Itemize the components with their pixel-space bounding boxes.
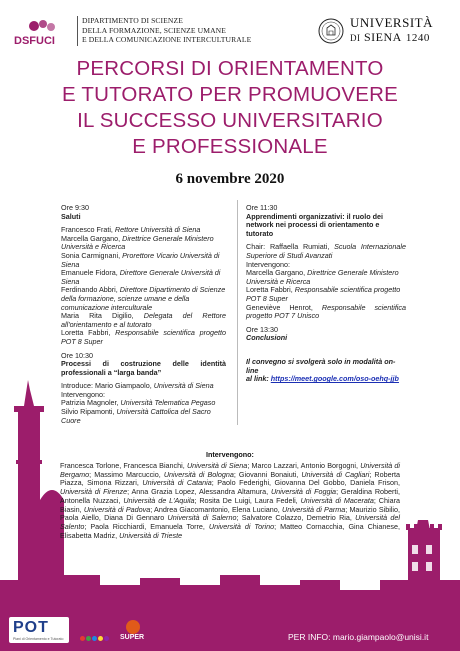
speaker-affiliation: Università di Salerno [167,513,237,523]
speaker-entry: Ferdinando Abbri, Direttore Dipartimento di Scienze della formazione, scienze umane e della comunicazione interculturale [61,285,226,312]
dsfuci-logo [12,17,76,47]
session-time: Ore 11:30 [246,203,278,212]
chair-entry: Chair: Raffaella Rumiati, Scuola Internazionale Superiore di Studi Avanzati [246,242,406,260]
speaker-names: ; Massimo Marcuccio, [89,469,164,479]
speaker-names: ; Geraldina Roberti, Antonella Nuzzaci, [60,487,400,505]
speaker-names: ; Andrea Giacomantonio, Elena Luciano, [150,504,283,514]
speaker-entry: Patrizia Magnoler, Università Telematica Pegaso [61,398,216,408]
header-divider [77,16,78,46]
speaker-affiliation: Università di Foggia [270,487,337,497]
speakers-label: Intervengono: [61,389,105,399]
department-line: DELLA FORMAZIONE, SCIENZE UMANE [82,25,226,35]
moderator-entry: Introduce: Mario Giampaolo, Università di Siena [61,381,214,391]
speaker-entry: Maria Rita Digilio, Delegata del Rettore all'orientamento e al tutorato [61,311,226,329]
event-date: 6 novembre 2020 [175,171,285,187]
speaker-affiliation: Università di Cagliari [301,469,370,479]
university-city: SIENA [364,30,402,44]
department-line: DIPARTIMENTO DI SCIENZE [82,16,183,25]
speaker-names: Francesca Torlone, Francesca Bianchi, [60,461,187,470]
title-line: IL SUCCESSO UNIVERSITARIO [77,109,383,132]
speakers-list [60,462,400,540]
title-line: E PROFESSIONALE [132,135,328,158]
speaker-names: ; Matteo Cornacchia, Gina Chianese, Elisabetta Madriz, [60,521,400,540]
speaker-entry: Marcella Gargano, Direttrice Generale Ministero Università e Ricerca [246,268,399,286]
speaker-affiliation: Università di Bologna [163,469,234,479]
meeting-link-label: al link: [246,374,271,384]
speaker-entry: Emanuele Fidora, Direttore Generale Università di Siena [61,268,221,286]
speaker-names: ; Anna Grazia Lopez, Alessandra Altamura, [127,487,271,497]
university-name [350,15,433,46]
speaker-affiliation: Università di Parma [282,504,346,514]
pot-logo: POT [13,619,49,636]
super-logo-icon [126,620,140,634]
speaker-names: ; Paola Ricchiardi, Emanuela Torre, [84,521,209,531]
speaker-affiliation: Università de L'Aquila [123,495,195,505]
speaker-affiliation: Università di Macerata [300,495,374,505]
speaker-entry: Sonia Carmignani, Prorettore Vicario Università di Siena [61,250,220,269]
session-title: Saluti [61,211,81,221]
speaker-affiliation: Università di Firenze [60,487,128,497]
speaker-names: ; Maurizio Sibilio, Paola Aiello, Diana Di Gennaro [60,504,401,523]
university-seal-icon [318,18,344,44]
online-note: Il convegno si svolgerà solo in modalità on-line [246,356,396,375]
department-name [82,16,251,45]
super-logo-text: SUPER [120,634,145,641]
university-line1: UNIVERSITÀ [350,15,433,30]
session-time: Ore 10:30 [61,350,93,360]
speaker-affiliation: Università di Trieste [119,530,183,540]
speaker-entry: Loretta Fabbri, Responsabile scientifica progetto POT 8 Super [246,285,401,303]
speakers-label: Intervengono: [246,259,290,269]
session-title: Conclusioni [246,333,288,343]
event-title [0,56,460,160]
speaker-names: ; Roberta Piazza, Simona Rizzari, [60,469,400,488]
speaker-names: ; Chiara Biasin, [60,495,400,514]
speaker-affiliation: Università di Bergamo [60,461,400,479]
speaker-entry: Loretta Fabbri, Responsabile scientifica progetto POT 8 Super [61,328,226,346]
speaker-names: ; Giovanni Bonaiuti, [233,469,302,479]
speaker-entry: Silvio Ripamonti, Università Cattolica del Sacro Cuore [61,407,211,425]
colored-dots-logo [80,628,110,646]
speaker-names: ; Salvatore Colazzo, Demetrio Ria, [236,513,356,523]
university-year: 1240 [405,32,430,44]
speaker-entry: Geneviève Henrot, Responsabile scientifica progetto POT 7 Unisco [246,302,406,321]
contact-info: PER INFO: mario.giampaolo@unisi.it [288,632,429,642]
university-prefix: DI [350,33,361,43]
session-title: Processi di costruzione delle identità professionali a “larga banda” [61,359,226,377]
session-title: Apprendimenti organizzativi: il ruolo dei network nei processi di orientamento e tutorato [246,211,383,238]
session-time: Ore 13:30 [246,324,278,334]
speaker-entry: Francesco Frati, Rettore Università di Siena [61,225,201,235]
meeting-link[interactable]: https://meet.google.com/oso-oehq-jjb [270,374,399,384]
program-right-column [246,204,406,384]
session-time: Ore 9:30 [61,203,89,212]
pot-logo-subtitle: Piani di Orientamento e Tutorato [13,637,64,641]
speaker-affiliation: Università del Salento [60,513,400,531]
speaker-names: ; Paolo Federighi, Giovanna Del Gobbo, Daniela Frison, [211,478,400,488]
title-line: PERCORSI DI ORIENTAMENTO [76,57,384,80]
speaker-affiliation: Università di Padova [83,504,151,514]
dsfuci-logo-text: DSFUCI [14,35,55,47]
speaker-affiliation: Università di Catania [142,478,212,488]
speaker-names: ; Rosita De Luigi, Laura Fedeli, [194,495,301,505]
speakers-title: Intervengono: [206,450,254,459]
speaker-affiliation: Università di Torino [208,521,275,531]
department-line: E DELLA COMUNICAZIONE INTERCULTURALE [82,35,252,45]
speaker-entry: Marcella Gargano, Direttrice Generale Ministero Università e Ricerca [61,233,214,252]
university-line2 [350,30,433,46]
speaker-affiliation: Università di Siena [186,461,248,470]
title-line: E TUTORATO PER PROMUOVERE [61,83,399,106]
speaker-names: ; Marco Lazzari, Antonio Borgogni, [247,461,361,470]
